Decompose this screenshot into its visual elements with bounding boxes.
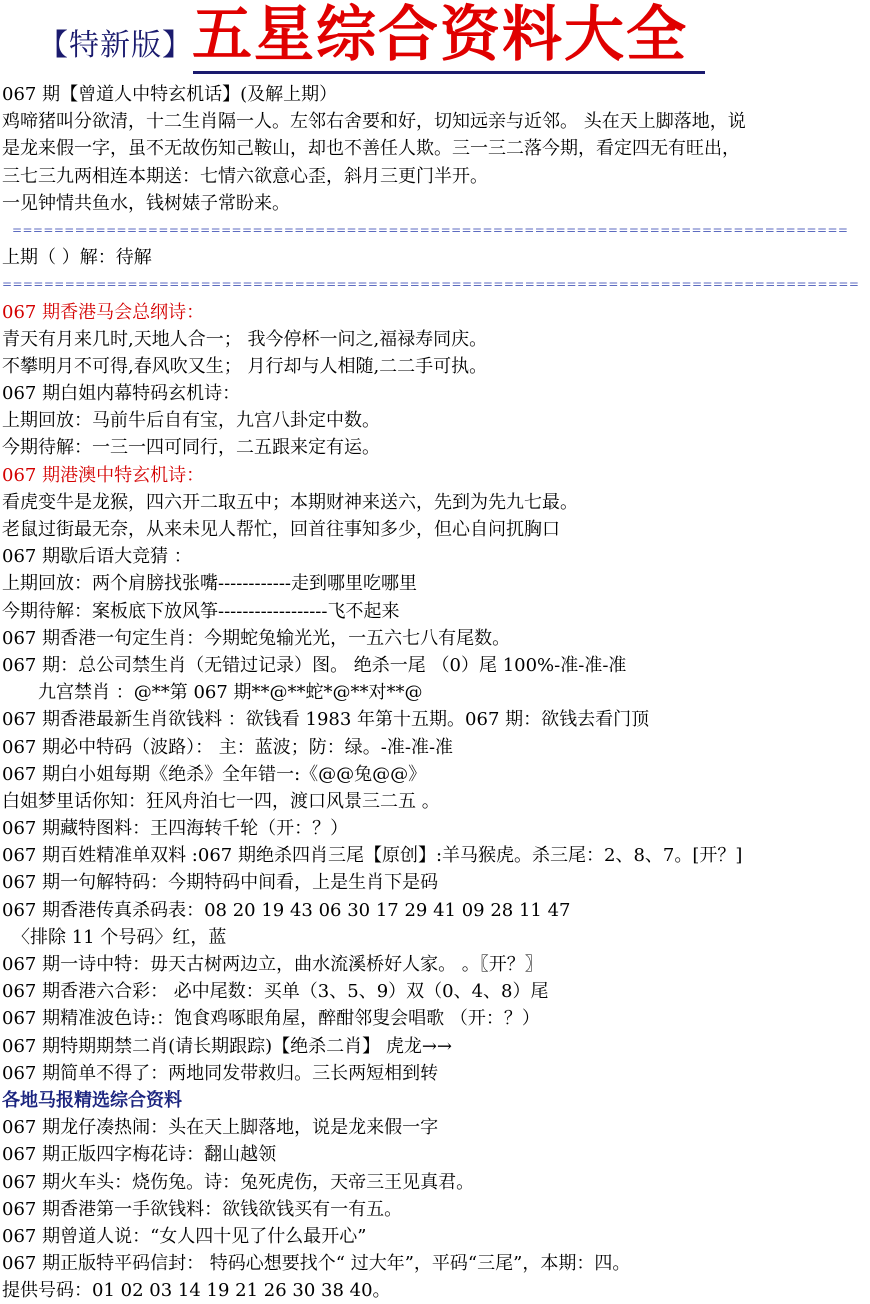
- text-line: 067 期正版四字梅花诗：翻山越领: [2, 1144, 277, 1166]
- text-line: 上期回放：马前牛后自有宝，九宫八卦定中数。: [2, 410, 380, 432]
- text-line: 067 期香港传真杀码表：08 20 19 43 06 30 17 29 41 09 28 11 47: [2, 899, 571, 921]
- page-header: [0, 0, 870, 82]
- text-line: 今期待解：一三一四可同行，二五跟来定有运。: [2, 437, 380, 459]
- text-line: 067 期歇后语大竞猜 ：: [2, 546, 192, 568]
- text-line: 青天有月来几时,天地人合一； 我今停杯一问之,福禄寿同庆。: [2, 328, 488, 350]
- text-line: 提供号码：01 02 03 14 19 21 26 30 38 40。: [2, 1280, 391, 1302]
- text-line: 067 期特期期禁二肖(请长期跟踪)【绝杀二肖】 虎龙→→: [2, 1035, 453, 1057]
- text-line: 067 期龙仔凑热闹：头在天上脚落地，说是龙来假一字: [2, 1117, 439, 1139]
- text-line: 看虎变牛是龙猴，四六开二取五中；本期财神来送六，先到为先九七最。: [2, 491, 578, 513]
- text-line: 067 期：总公司禁生肖（无错过记录）图。 绝杀一尾 （0）尾 100%-准-准-准: [2, 654, 627, 676]
- text-line: 067 期香港一句定生肖：今期蛇兔输光光，一五六七八有尾数。: [2, 627, 511, 649]
- text-line: 鸡啼猪叫分欲清，十二生肖隔一人。左邻右舍要和好，切知远亲与近邻。 头在天上脚落地，说: [2, 111, 746, 133]
- text-line: 067 期香港最新生肖欲钱料 ：欲钱看 1983 年第十五期。067 期：欲钱去看门顶: [2, 709, 650, 731]
- document-body: [2, 81, 868, 1304]
- text-line: 067 期简单不得了：两地同发带救归。三长两短相到转: [2, 1062, 439, 1084]
- separator-line: ==================================================================================: [2, 277, 860, 292]
- text-line: 九宫禁肖 ：@**第 067 期**@**蛇*@**对**@: [38, 682, 423, 704]
- text-line: 067 期精准波色诗:：饱食鸡啄眼角屋，醉酣邻叟会唱歌 （开：？）: [2, 1008, 540, 1030]
- text-line: 各地马报精选综合资料: [2, 1089, 182, 1111]
- text-line: 白姐梦里话你知：狂风舟泊七一四，渡口风景三二五 。: [2, 790, 440, 812]
- text-line: 上期（ ）解：待解: [2, 247, 152, 269]
- text-line: 067 期一句解特码：今期特码中间看，上是生肖下是码: [2, 872, 439, 894]
- text-line: 067 期香港第一手欲钱料：欲钱欲钱买有一有五。: [2, 1198, 403, 1220]
- text-line: 067 期白姐内幕特码玄机诗：: [2, 383, 241, 405]
- edition-badge: 【特新版】: [38, 28, 193, 63]
- text-line: 不攀明月不可得,春风吹又生； 月行却与人相随,二二手可执。: [2, 355, 488, 377]
- text-line: 067 期藏特图料：王四海转千轮（开：？）: [2, 818, 349, 840]
- text-line: 067 期【曾道人中特玄机话】(及解上期）: [2, 84, 338, 105]
- text-line: 067 期曾道人说：“女人四十见了什么最开心”: [2, 1225, 367, 1247]
- text-line: 上期回放：两个肩膀找张嘴------------走到哪里吃哪里: [2, 573, 417, 595]
- text-line: 〈排除 11 个号码〉红，蓝: [12, 926, 227, 948]
- text-line: 是龙来假一字，虽不无故伤知己鞍山，却也不善任人欺。三一三二落今期，看定四无有旺出，: [2, 138, 740, 160]
- title-underline: [193, 71, 705, 74]
- text-line: 老鼠过街最无奈，从来未见人帮忙，回首往事知多少，但心自问扤胸口: [2, 519, 560, 540]
- text-line: 067 期一诗中特：毋天古树两边立，曲水流溪桥好人家。 。〖开？〗: [2, 954, 543, 975]
- text-line: 067 期必中特码（波路）： 主：蓝波；防：绿。-准-准-准: [2, 736, 454, 758]
- page-title: 五星综合资料大全: [192, 0, 688, 70]
- text-line: 067 期香港马会总纲诗：: [2, 301, 205, 323]
- text-line: 三七三九两相连本期送：七情六欲意心歪，斜月三更门半开。: [2, 165, 488, 187]
- text-line: 067 期百姓精准单双料 :067 期绝杀四肖三尾【原创】:羊马猴虎。杀三尾：2、8、7。[开？]: [2, 845, 743, 867]
- text-line: 067 期火车头：烧伤兔。诗：兔死虎伤，天帝三王见真君。: [2, 1171, 475, 1193]
- text-line: 一见钟情共鱼水，钱树婊子常盼来。: [2, 192, 290, 214]
- text-line: 067 期港澳中特玄机诗：: [2, 464, 205, 486]
- text-line: 067 期香港六合彩： 必中尾数：买单（3、5、9）双（0、4、8）尾: [2, 981, 549, 1003]
- separator-line: ================================================================================: [12, 222, 849, 237]
- text-line: 今期待解：案板底下放风筝------------------飞不起来: [2, 600, 400, 622]
- text-line: 067 期正版特平码信封： 特码心想要找个“ 过大年”，平码“三尾”，本期：四。: [2, 1253, 631, 1275]
- text-line: 067 期白小姐每期《绝杀》全年错一:《@@兔@@》: [2, 763, 427, 785]
